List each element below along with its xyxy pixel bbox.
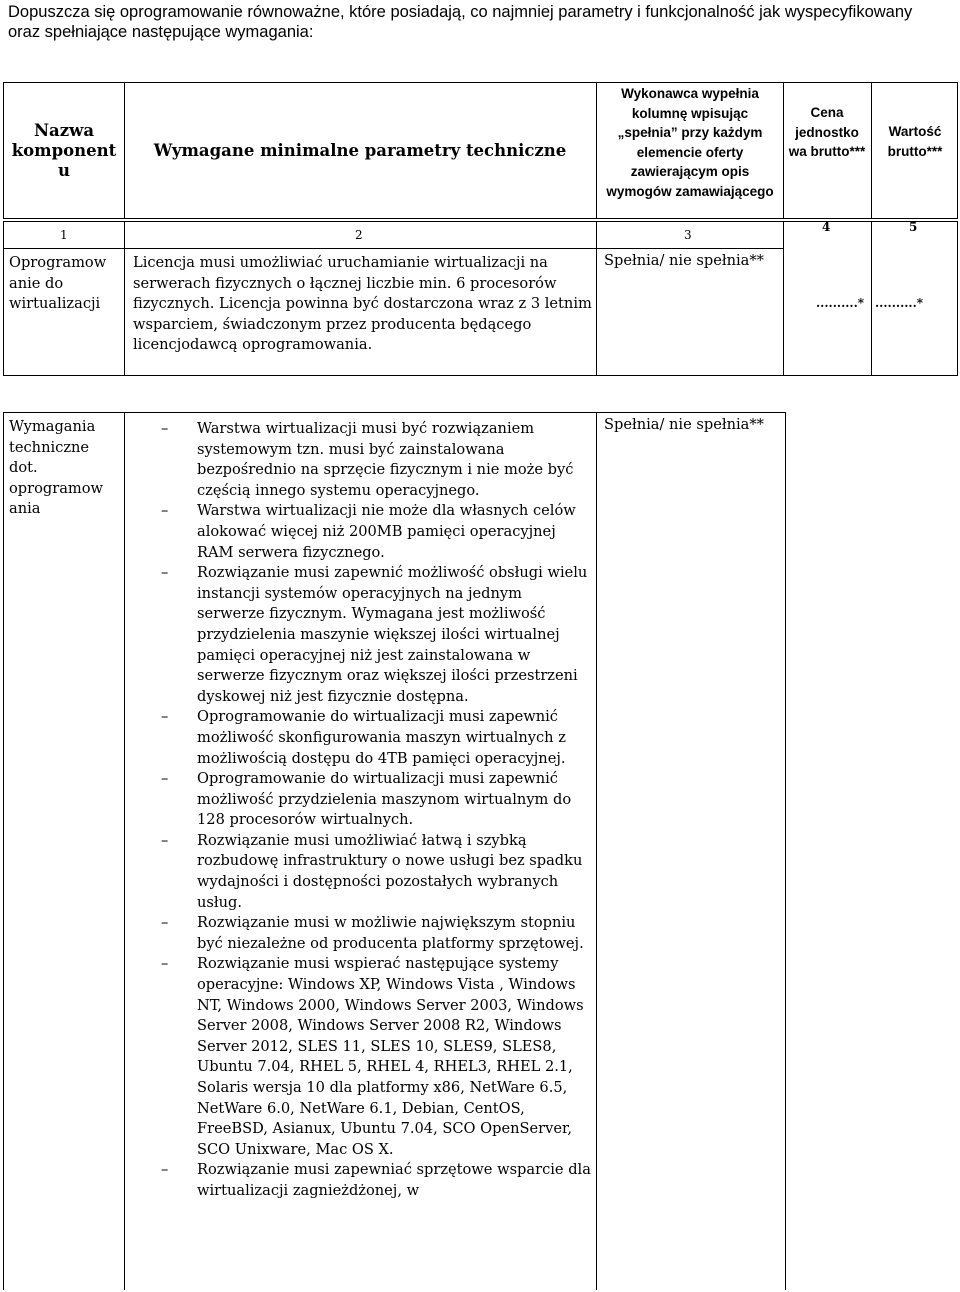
row1-compliance: Spełnia/ nie spełnia** bbox=[604, 252, 764, 269]
column-number-1: 1 bbox=[60, 228, 68, 242]
header-requirements: Wymagane minimalne parametry techniczne bbox=[153, 141, 567, 160]
intro-text: Dopuszcza się oprogramowanie równoważne, które posiadają, co najmniej parametry i funkcjonalność jak wyspecyfikowany oraz spełniające następujące wymagania: bbox=[8, 3, 913, 41]
list-item: – Oprogramowanie do wirtualizacji musi zapewnić możliwość przydzielenia maszynom wirtualnym do 128 procesorów wirtualnych. bbox=[161, 770, 572, 829]
dash-icon: – bbox=[161, 564, 169, 582]
list-item: – Rozwiązanie musi zapewniać sprzętowe wsparcie dla wirtualizacji zagnieżdżonej, w bbox=[161, 1161, 591, 1199]
dash-icon: – bbox=[161, 502, 169, 520]
dash-icon: – bbox=[161, 955, 169, 973]
requirements-list bbox=[161, 419, 591, 1202]
list-item: – Warstwa wirtualizacji nie może dla własnych celów alokować więcej niż 200MB pamięci operacyjnej RAM serwera fizycznego. bbox=[161, 502, 576, 561]
header-unit-price: Cena jednostko wa brutto*** bbox=[788, 105, 866, 159]
header-value: Wartość brutto*** bbox=[887, 124, 943, 159]
row2-compliance: Spełnia/ nie spełnia** bbox=[604, 416, 764, 433]
list-item: – Rozwiązanie musi umożliwiać łatwą i szybką rozbudowę infrastruktury o nowe usługi bez spadku wydajności i dostępności pozostałych wybranych usług. bbox=[161, 831, 583, 911]
dash-icon: – bbox=[161, 831, 169, 849]
column-number-3: 3 bbox=[684, 228, 692, 242]
dash-icon: – bbox=[161, 914, 169, 932]
row1-unit-price: ..........* bbox=[816, 296, 865, 310]
row2-component: Wymagania techniczne dot. oprogramow ania bbox=[9, 418, 104, 518]
row1-value: ..........* bbox=[875, 296, 924, 310]
list-item: – Rozwiązanie musi wspierać następujące systemy operacyjne: Windows XP, Windows Vista , Windows NT, Windows 2000, Windows Server 2003, Windows Server 2008, Windows Server 2008 R2, Windows Server 2012, SLES 11, SLES 10, SLES9, SLES8, Ubuntu 7.04, RHEL 5, RHEL 4, RHEL3, RHEL 2.1, Solaris wersja 10 dla platformy x86, NetWare 6.5, NetWare 6.0, NetWare 6.1, Debian, CentOS, FreeBSD, Asianux, Ubuntu 7.04, SCO OpenServer, SCO Unixware, Mac OS X. bbox=[161, 955, 584, 1158]
list-item: – Oprogramowanie do wirtualizacji musi zapewnić możliwość skonfigurowania maszyn wirtualnych z możliwością dostępu do 4TB pamięci operacyjnej. bbox=[161, 708, 566, 767]
header-compliance: Wykonawca wypełnia kolumnę wpisując „spełnia” przy każdym elemencie oferty zawierającym opis wymogów zamawiającego bbox=[606, 86, 774, 199]
list-item: – Rozwiązanie musi w możliwie największym stopniu być niezależne od producenta platformy sprzętowej. bbox=[161, 914, 584, 952]
header-component: Nazwa komponent u bbox=[11, 121, 117, 180]
dash-icon: – bbox=[161, 770, 169, 788]
column-number-5: 5 bbox=[909, 220, 918, 234]
list-item: – Rozwiązanie musi zapewnić możliwość obsługi wielu instancji systemów operacyjnych na jednym serwerze fizycznym. Wymagana jest możliwość przydzielenia maszynie większej ilości wirtualnej pamięci operacyjnej niż jest zainstalowana w serwerze fizycznym oraz większej ilości przestrzeni dyskowej niż jest fizycznie dostępna. bbox=[161, 564, 588, 705]
column-number-2: 2 bbox=[355, 228, 363, 242]
row1-component: Oprogramow anie do wirtualizacji bbox=[9, 254, 107, 313]
dash-icon: – bbox=[161, 1161, 169, 1179]
column-number-4: 4 bbox=[822, 220, 831, 234]
dash-icon: – bbox=[161, 420, 169, 437]
row1-requirements: Licencja musi umożliwiać uruchamianie wirtualizacji na serwerach fizycznych o łącznej liczbie min. 6 procesorów fizycznych. Licencja powinna być dostarczona wraz z 3 letnim wsparciem, świadczonym przez producenta będącego licencjodawcą oprogramowania. bbox=[133, 254, 592, 354]
list-item: – Warstwa wirtualizacji musi być rozwiązaniem systemowym tzn. musi być zainstalowana bezpośrednio na sprzęcie fizycznym i nie może być częścią innego systemu operacyjnego. bbox=[161, 420, 574, 499]
dash-icon: – bbox=[161, 708, 169, 726]
